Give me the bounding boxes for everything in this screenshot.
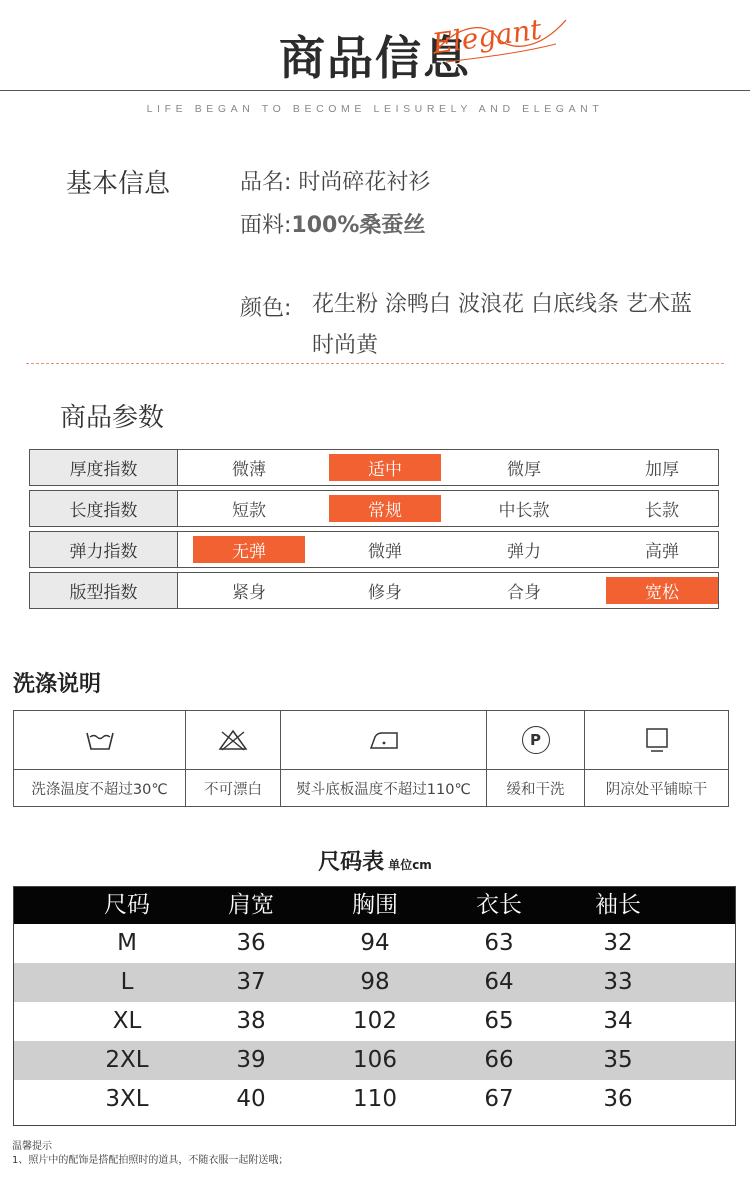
param-option: 高弹 — [645, 542, 679, 562]
size-cell: 40 — [236, 1086, 266, 1112]
dry-clean-p-icon — [522, 726, 550, 754]
size-cell: 65 — [484, 1008, 514, 1034]
size-cell: 32 — [603, 930, 633, 956]
basic-info-heading: 基本信息 — [66, 169, 171, 199]
color-values-line2: 时尚黄 — [312, 333, 379, 358]
size-cell: 106 — [353, 1047, 397, 1073]
param-row — [29, 531, 719, 568]
size-chart-unit: 单位cm — [388, 858, 432, 872]
flat-dry-shade-icon — [645, 727, 669, 753]
size-cell: 110 — [353, 1086, 397, 1112]
wash-cell — [14, 711, 186, 806]
param-option-selected: 适中 — [329, 454, 441, 481]
size-cell: 66 — [484, 1047, 514, 1073]
tagline: LIFE BEGAN TO BECOME LEISURELY AND ELEGANT — [146, 103, 604, 115]
size-cell: 67 — [484, 1086, 514, 1112]
size-cell: 37 — [236, 969, 266, 995]
fabric-label: 面料: — [240, 213, 292, 238]
color-label: 颜色: — [240, 296, 292, 321]
size-table-row — [14, 1041, 735, 1080]
param-option-selected: 宽松 — [606, 577, 718, 604]
iron-icon — [368, 729, 400, 751]
size-cell: 39 — [236, 1047, 266, 1073]
param-option-selected: 常规 — [329, 495, 441, 522]
size-header-cell: 尺码 — [104, 892, 150, 918]
size-header-cell: 肩宽 — [228, 892, 274, 918]
param-option: 修身 — [368, 583, 402, 603]
page-title: 商品信息 — [279, 31, 471, 85]
wash-cell — [281, 711, 487, 806]
wash-basin-icon — [85, 729, 115, 751]
wash-heading: 洗涤说明 — [13, 672, 102, 697]
wash-table — [13, 710, 729, 807]
product-name-label: 品名: — [240, 170, 292, 195]
param-option: 微弹 — [368, 542, 402, 562]
param-option: 长款 — [645, 501, 679, 521]
size-header-cell: 袖长 — [595, 892, 641, 918]
notes-line: 1、照片中的配饰是搭配拍照时的道具，不随衣服一起附送哦； — [12, 1155, 289, 1166]
script-text: Elegant — [430, 12, 544, 61]
wash-text: 熨斗底板温度不超过110℃ — [296, 781, 471, 798]
size-cell: 36 — [236, 930, 266, 956]
header-divider — [0, 90, 750, 91]
size-header-cell: 胸围 — [352, 892, 398, 918]
section-divider — [26, 363, 724, 364]
param-label: 弹力指数 — [30, 532, 178, 567]
wash-text: 洗涤温度不超过30℃ — [31, 781, 168, 798]
product-name-value: 时尚碎花衬衫 — [298, 170, 431, 195]
wash-cell — [487, 711, 585, 806]
size-chart-heading — [0, 845, 750, 876]
param-option: 弹力 — [507, 542, 541, 562]
param-option: 微厚 — [507, 460, 541, 480]
size-cell: XL — [112, 1008, 142, 1034]
wash-cell — [186, 711, 281, 806]
size-cell: 94 — [360, 930, 390, 956]
param-option: 中长款 — [498, 501, 550, 521]
param-option-selected: 无弹 — [193, 536, 305, 563]
wash-text: 缓和干洗 — [506, 781, 565, 798]
size-cell: 64 — [484, 969, 514, 995]
size-chart-title: 尺码表 — [318, 850, 385, 875]
size-cell: 3XL — [105, 1086, 149, 1112]
size-cell: 36 — [603, 1086, 633, 1112]
color-values-line1: 花生粉 涂鸭白 波浪花 白底线条 艺术蓝 — [312, 292, 692, 317]
param-option: 短款 — [232, 501, 266, 521]
wash-text: 阴凉处平铺晾干 — [605, 781, 708, 798]
size-table-row — [14, 1002, 735, 1041]
param-label: 版型指数 — [30, 573, 178, 608]
param-option: 合身 — [507, 583, 541, 603]
size-cell: 102 — [353, 1008, 397, 1034]
size-table-row — [14, 924, 735, 963]
param-row — [29, 490, 719, 527]
size-cell: M — [117, 930, 137, 956]
size-cell: 2XL — [105, 1047, 149, 1073]
param-label: 厚度指数 — [30, 450, 178, 485]
param-option: 紧身 — [232, 583, 266, 603]
size-table — [13, 886, 736, 1126]
size-header-cell: 衣长 — [476, 892, 522, 918]
size-table-row — [14, 963, 735, 1002]
size-cell: 38 — [236, 1008, 266, 1034]
fabric-value: 100%桑蚕丝 — [291, 213, 426, 238]
size-cell: 34 — [603, 1008, 633, 1034]
param-option: 微薄 — [232, 460, 266, 480]
size-cell: 35 — [603, 1047, 633, 1073]
size-table-row — [14, 1080, 735, 1119]
size-cell: 98 — [360, 969, 390, 995]
params-heading: 商品参数 — [60, 403, 165, 433]
size-cell: 63 — [484, 930, 514, 956]
no-bleach-icon — [217, 728, 249, 752]
notes-title: 温馨提示 — [12, 1141, 52, 1152]
param-label: 长度指数 — [30, 491, 178, 526]
param-row — [29, 572, 719, 609]
product-name-line — [240, 165, 430, 196]
wash-cell — [585, 711, 728, 806]
size-cell: 33 — [603, 969, 633, 995]
size-table-header — [14, 887, 735, 924]
size-cell: L — [120, 969, 134, 995]
wash-text: 不可漂白 — [204, 781, 262, 798]
dry-clean-glyph: P — [530, 731, 541, 749]
param-row — [29, 449, 719, 486]
param-option: 加厚 — [645, 460, 679, 480]
fabric-line — [240, 208, 425, 239]
